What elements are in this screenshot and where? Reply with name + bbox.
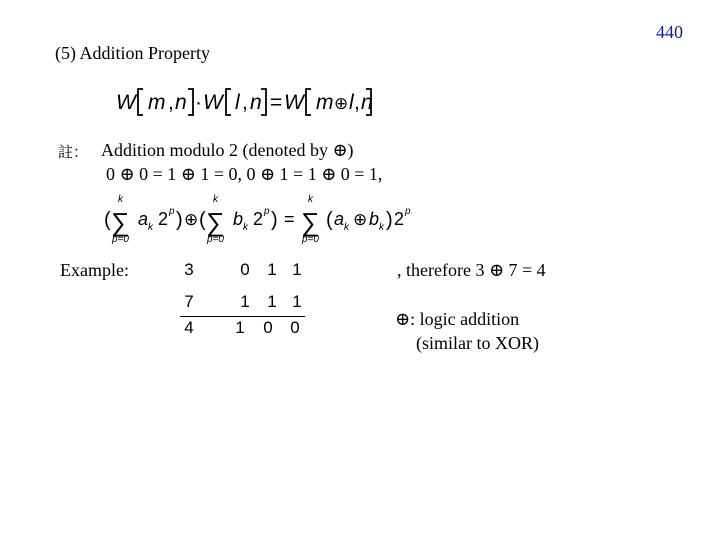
binary-addition-table [175, 258, 310, 342]
sum-rparen-1: ) [176, 209, 183, 231]
logic-addition-note: ⊕: logic addition [395, 309, 520, 329]
sum-b: b [233, 209, 244, 229]
bracket-open-2 [226, 89, 231, 115]
bracket-open-3 [306, 89, 311, 115]
row2-bit-0: 1 [240, 292, 250, 311]
formula-main [110, 84, 375, 120]
formula-m1: m [148, 91, 166, 114]
sum-oplus-r: ⊕ [353, 210, 368, 229]
sum-sigma-3: ∑ [301, 207, 320, 237]
sum-p-3: p [405, 206, 411, 217]
sum-p0-3: p=0 [302, 234, 319, 245]
formula-l2: l [349, 91, 354, 114]
therefore-text: , therefore 3 ⊕ 7 = 4 [397, 260, 546, 280]
row3-decimal: 4 [184, 318, 194, 337]
formula-n3: n [361, 91, 373, 114]
formula-w2: W [203, 91, 223, 114]
sum-a: a [138, 209, 149, 229]
sum-p0-1: p=0 [112, 234, 129, 245]
sum-k-2: k [213, 194, 218, 205]
sum-two-3: 2 [394, 209, 405, 229]
row1-bit-2: 1 [292, 260, 302, 279]
sum-rparen-3: ) [386, 209, 393, 231]
formula-oplus: ⊕ [334, 94, 349, 113]
page-number: 440 [656, 22, 683, 42]
sum-oplus: ⊕ [184, 210, 199, 229]
formula-comma3: , [354, 91, 360, 114]
row2-decimal: 7 [184, 292, 194, 311]
sum-a-sub: k [148, 222, 153, 233]
formula-m2: m [316, 91, 334, 114]
formula-n2: n [250, 91, 262, 114]
bracket-open-1 [138, 89, 143, 115]
row1-decimal: 3 [184, 260, 194, 279]
sum-underline [180, 316, 305, 317]
note-line-2: 0 ⊕ 0 = 1 ⊕ 1 = 0, 0 ⊕ 1 = 1 ⊕ 0 = 1, [106, 164, 383, 184]
row3-bit-0: 1 [235, 318, 245, 337]
sum-k-1: k [118, 194, 123, 205]
bracket-close-1 [188, 89, 193, 115]
row2-bit-2: 1 [292, 292, 302, 311]
formula-comma2: , [242, 91, 248, 114]
sum-two-1: 2 [158, 209, 169, 229]
formula-comma1: , [168, 91, 174, 114]
sum-two-2: 2 [253, 209, 264, 229]
formula-w1: W [116, 91, 136, 114]
section-title: (5) Addition Property [55, 43, 210, 63]
note-line-1: Addition modulo 2 (denoted by ⊕) [101, 140, 354, 160]
formula-dot: · [195, 91, 202, 114]
sum-lparen-3: ( [326, 209, 333, 231]
example-label: Example: [60, 260, 129, 280]
row1-bit-1: 1 [267, 260, 277, 279]
row2-bit-1: 1 [267, 292, 277, 311]
sum-p-1: p [169, 206, 175, 217]
sum-k-3: k [308, 194, 313, 205]
sum-b-sub: k [243, 222, 248, 233]
sum-p0-2: p=0 [207, 234, 224, 245]
sum-a-r: a [334, 209, 345, 229]
row1-bit-0: 0 [240, 260, 250, 279]
sum-equals: = [284, 209, 295, 229]
sum-b-r: b [369, 209, 380, 229]
sum-p-2: p [264, 206, 270, 217]
xor-note: (similar to XOR) [416, 333, 539, 353]
formula-w3: W [284, 91, 304, 114]
bracket-close-2 [261, 89, 266, 115]
formula-l1: l [235, 91, 240, 114]
row3-bit-2: 0 [290, 318, 300, 337]
sum-rparen-2: ) [271, 209, 278, 231]
sum-a-r-sub: k [344, 222, 349, 233]
note-label: 註： [58, 143, 89, 161]
formula-n1: n [175, 91, 187, 114]
sum-lparen-2: ( [199, 209, 206, 231]
sum-b-r-sub: k [379, 222, 384, 233]
sum-sigma-1: ∑ [111, 207, 130, 237]
row3-bit-1: 0 [263, 318, 273, 337]
formula-equals: = [270, 91, 283, 114]
formula-sum [100, 192, 420, 248]
sum-sigma-2: ∑ [206, 207, 225, 237]
sum-lparen-1: ( [104, 209, 111, 231]
